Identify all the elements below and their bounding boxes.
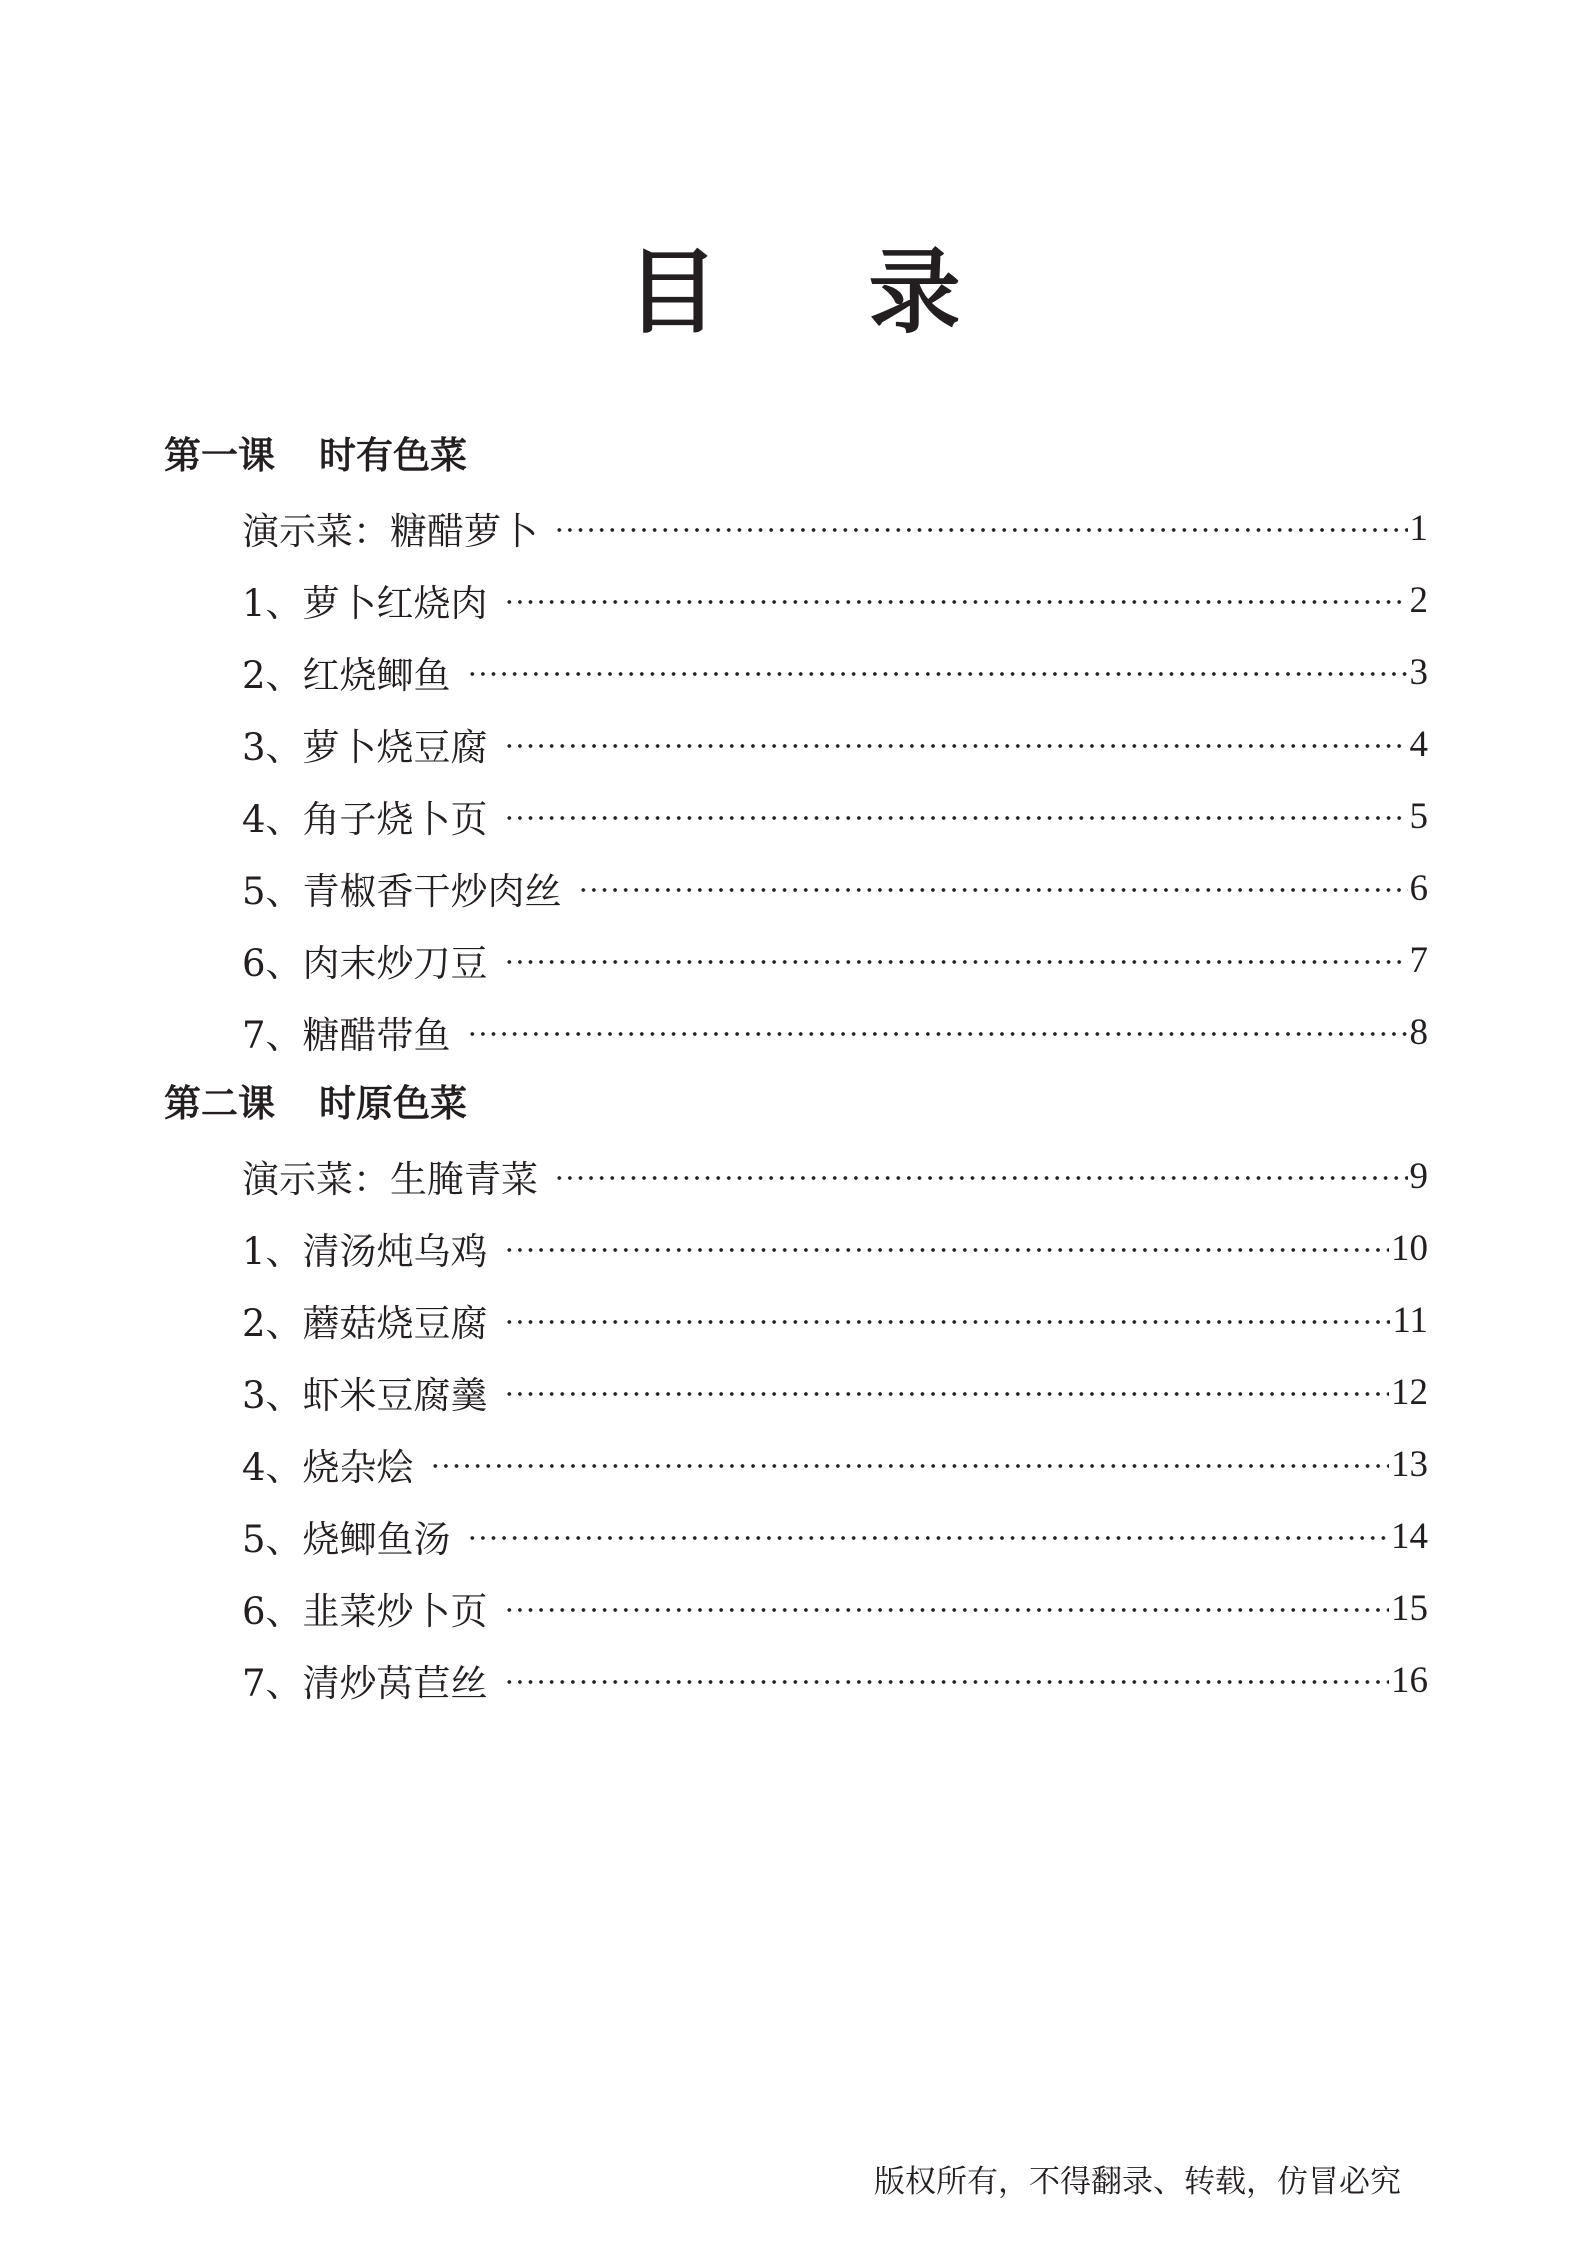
copyright-notice: 版权所有，不得翻录、转载，仿冒必究 [874, 2164, 1401, 2200]
toc-entry-label: 演示菜：生腌青菜 [242, 1158, 538, 1201]
toc-entry-lesson-2-item-5[interactable] [242, 1500, 1428, 1572]
dot-leader [504, 599, 1408, 605]
toc-entry-label: 2、蘑菇烧豆腐 [242, 1302, 488, 1345]
toc-entry-label: 5、青椒香干炒肉丝 [242, 870, 562, 913]
toc-entry-label: 4、烧杂烩 [242, 1446, 414, 1489]
dot-leader [504, 1607, 1389, 1613]
toc-entry-lesson-2-item-2[interactable] [242, 1284, 1428, 1356]
toc-entry-label: 6、韭菜炒卜页 [242, 1590, 488, 1633]
lesson-2-name: 时原色菜 [319, 1082, 467, 1125]
toc-entry-page-number: 7 [1409, 939, 1428, 981]
toc-entry-lesson-1-item-5[interactable] [242, 852, 1428, 924]
toc-entry-page-number: 9 [1409, 1155, 1428, 1197]
toc-entry-page-number: 16 [1391, 1659, 1428, 1701]
dot-leader [504, 1391, 1389, 1397]
toc-entry-page-number: 12 [1391, 1371, 1428, 1413]
toc-entry-label: 演示菜：糖醋萝卜 [242, 510, 538, 553]
toc-entry-lesson-1-item-1[interactable] [242, 564, 1428, 636]
toc-entry-lesson-2-item-7[interactable] [242, 1644, 1428, 1716]
toc-entry-page-number: 8 [1409, 1011, 1428, 1053]
toc-entry-page-number: 4 [1409, 723, 1428, 765]
dot-leader [467, 1031, 1408, 1037]
toc-entry-label: 7、糖醋带鱼 [242, 1014, 451, 1057]
dot-leader [467, 1535, 1389, 1541]
toc-entry-label: 2、红烧鲫鱼 [242, 654, 451, 697]
toc-entry-page-number: 1 [1409, 507, 1428, 549]
toc-entry-label: 5、烧鲫鱼汤 [242, 1518, 451, 1561]
dot-leader [504, 959, 1408, 965]
page-title: 目录 [626, 239, 1111, 346]
dot-leader [504, 1247, 1389, 1253]
toc-entry-label: 7、清炒莴苣丝 [242, 1662, 488, 1705]
lesson-2-number: 第二课 [164, 1082, 275, 1125]
toc-entry-label: 1、萝卜红烧肉 [242, 582, 488, 625]
dot-leader [554, 1175, 1408, 1181]
toc-entry-label: 6、肉末炒刀豆 [242, 942, 488, 985]
toc-entry-lesson-2-demo[interactable] [242, 1140, 1428, 1212]
toc-entry-page-number: 13 [1391, 1443, 1428, 1485]
toc-entry-lesson-1-item-2[interactable] [242, 636, 1428, 708]
dot-leader [430, 1463, 1389, 1469]
lesson-1-heading [164, 420, 467, 492]
toc-entry-page-number: 10 [1391, 1227, 1428, 1269]
toc-entry-lesson-2-item-1[interactable] [242, 1212, 1428, 1284]
toc-entry-lesson-2-item-6[interactable] [242, 1572, 1428, 1644]
dot-leader [467, 671, 1408, 677]
dot-leader [554, 527, 1408, 533]
toc-entry-lesson-1-demo[interactable] [242, 492, 1428, 564]
lesson-1-name: 时有色菜 [319, 434, 467, 477]
lesson-1-number: 第一课 [164, 434, 275, 477]
toc-entry-page-number: 2 [1409, 579, 1428, 621]
toc-entry-lesson-1-item-7[interactable] [242, 996, 1428, 1068]
toc-entry-page-number: 15 [1391, 1587, 1428, 1629]
toc-entry-lesson-1-item-3[interactable] [242, 708, 1428, 780]
toc-entry-page-number: 3 [1409, 651, 1428, 693]
toc-entry-page-number: 11 [1392, 1299, 1428, 1341]
toc-entry-lesson-2-item-4[interactable] [242, 1428, 1428, 1500]
dot-leader [504, 1319, 1391, 1325]
toc-entry-label: 3、萝卜烧豆腐 [242, 726, 488, 769]
toc-entry-lesson-1-item-6[interactable] [242, 924, 1428, 996]
dot-leader [504, 1679, 1389, 1685]
dot-leader [504, 815, 1408, 821]
toc-entry-page-number: 5 [1409, 795, 1428, 837]
lesson-2-heading [164, 1068, 467, 1140]
toc-entry-label: 1、清汤炖乌鸡 [242, 1230, 488, 1273]
toc-entry-lesson-2-item-3[interactable] [242, 1356, 1428, 1428]
dot-leader [504, 743, 1408, 749]
toc-entry-page-number: 6 [1409, 867, 1428, 909]
toc-entry-label: 3、虾米豆腐羹 [242, 1374, 488, 1417]
toc-entry-lesson-1-item-4[interactable] [242, 780, 1428, 852]
toc-entry-label: 4、角子烧卜页 [242, 798, 488, 841]
toc-entry-page-number: 14 [1391, 1515, 1428, 1557]
dot-leader [578, 887, 1408, 893]
